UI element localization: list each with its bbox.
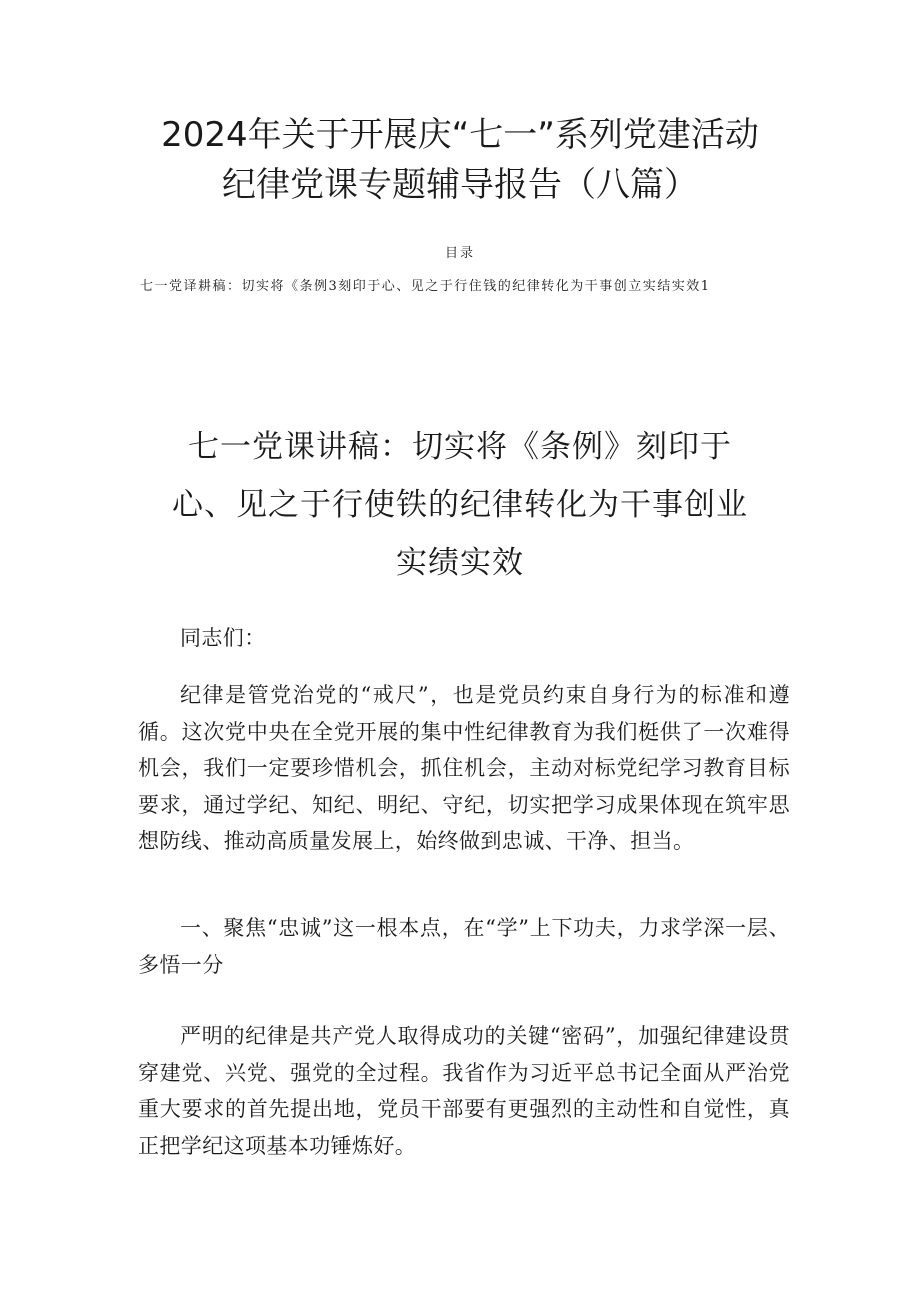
document-title-line-2: 纪律党课专题辅导报告（八篇） bbox=[222, 165, 698, 205]
paragraph-1: 纪律是管党治党的“戒尺”，也是党员约束自身行为的标准和遵循。这次党中央在全党开展的集中性纪律教育为我们梃供了一次难得机会，我们一定要珍惜机会，抓住机会，主动对标党纪学习教育目标要求，通过学纪、知纪、明纪、守纪，切实把学习成果体现在筑牢思想防线、推动高质量发展上，始终做到忠诚、干净、担当。 bbox=[138, 683, 790, 853]
section-title-line-2: 心、见之于行使铁的纪律转化为干事创业 bbox=[172, 487, 748, 523]
section-title bbox=[130, 418, 790, 592]
section-title-line-3: 实绩实效 bbox=[396, 545, 524, 581]
toc-entry[interactable]: 七一党译耕稿：切实将《条例3刻印于心、见之于行住钱的纪律转化为干事创立实结实效1 bbox=[140, 279, 711, 294]
paragraph-2: 严明的纪律是共产党人取得成功的关键“密码”，加强纪律建设贯穿建党、兴党、强党的全过程。我省作为习近平总书记全面从严治党重大要求的首先提出地，党员干部要有更强烈的主动性和自觉性，真正把学纪这项基本功锤炼好。 bbox=[138, 1024, 790, 1158]
greeting: 同志们： bbox=[180, 626, 266, 650]
document-title bbox=[100, 110, 820, 210]
heading-point-1: 一、聚焦“忠诚”这一根本点，在“学”上下功夫，力求学深一层、多悟一分 bbox=[138, 916, 790, 977]
toc-heading: 目录 bbox=[444, 246, 475, 261]
section-title-line-1: 七一党课讲稿：切实将《条例》刻印于 bbox=[188, 429, 732, 465]
document-title-line-1: 2024年关于开展庆“七一”系列党建活动 bbox=[161, 115, 759, 155]
